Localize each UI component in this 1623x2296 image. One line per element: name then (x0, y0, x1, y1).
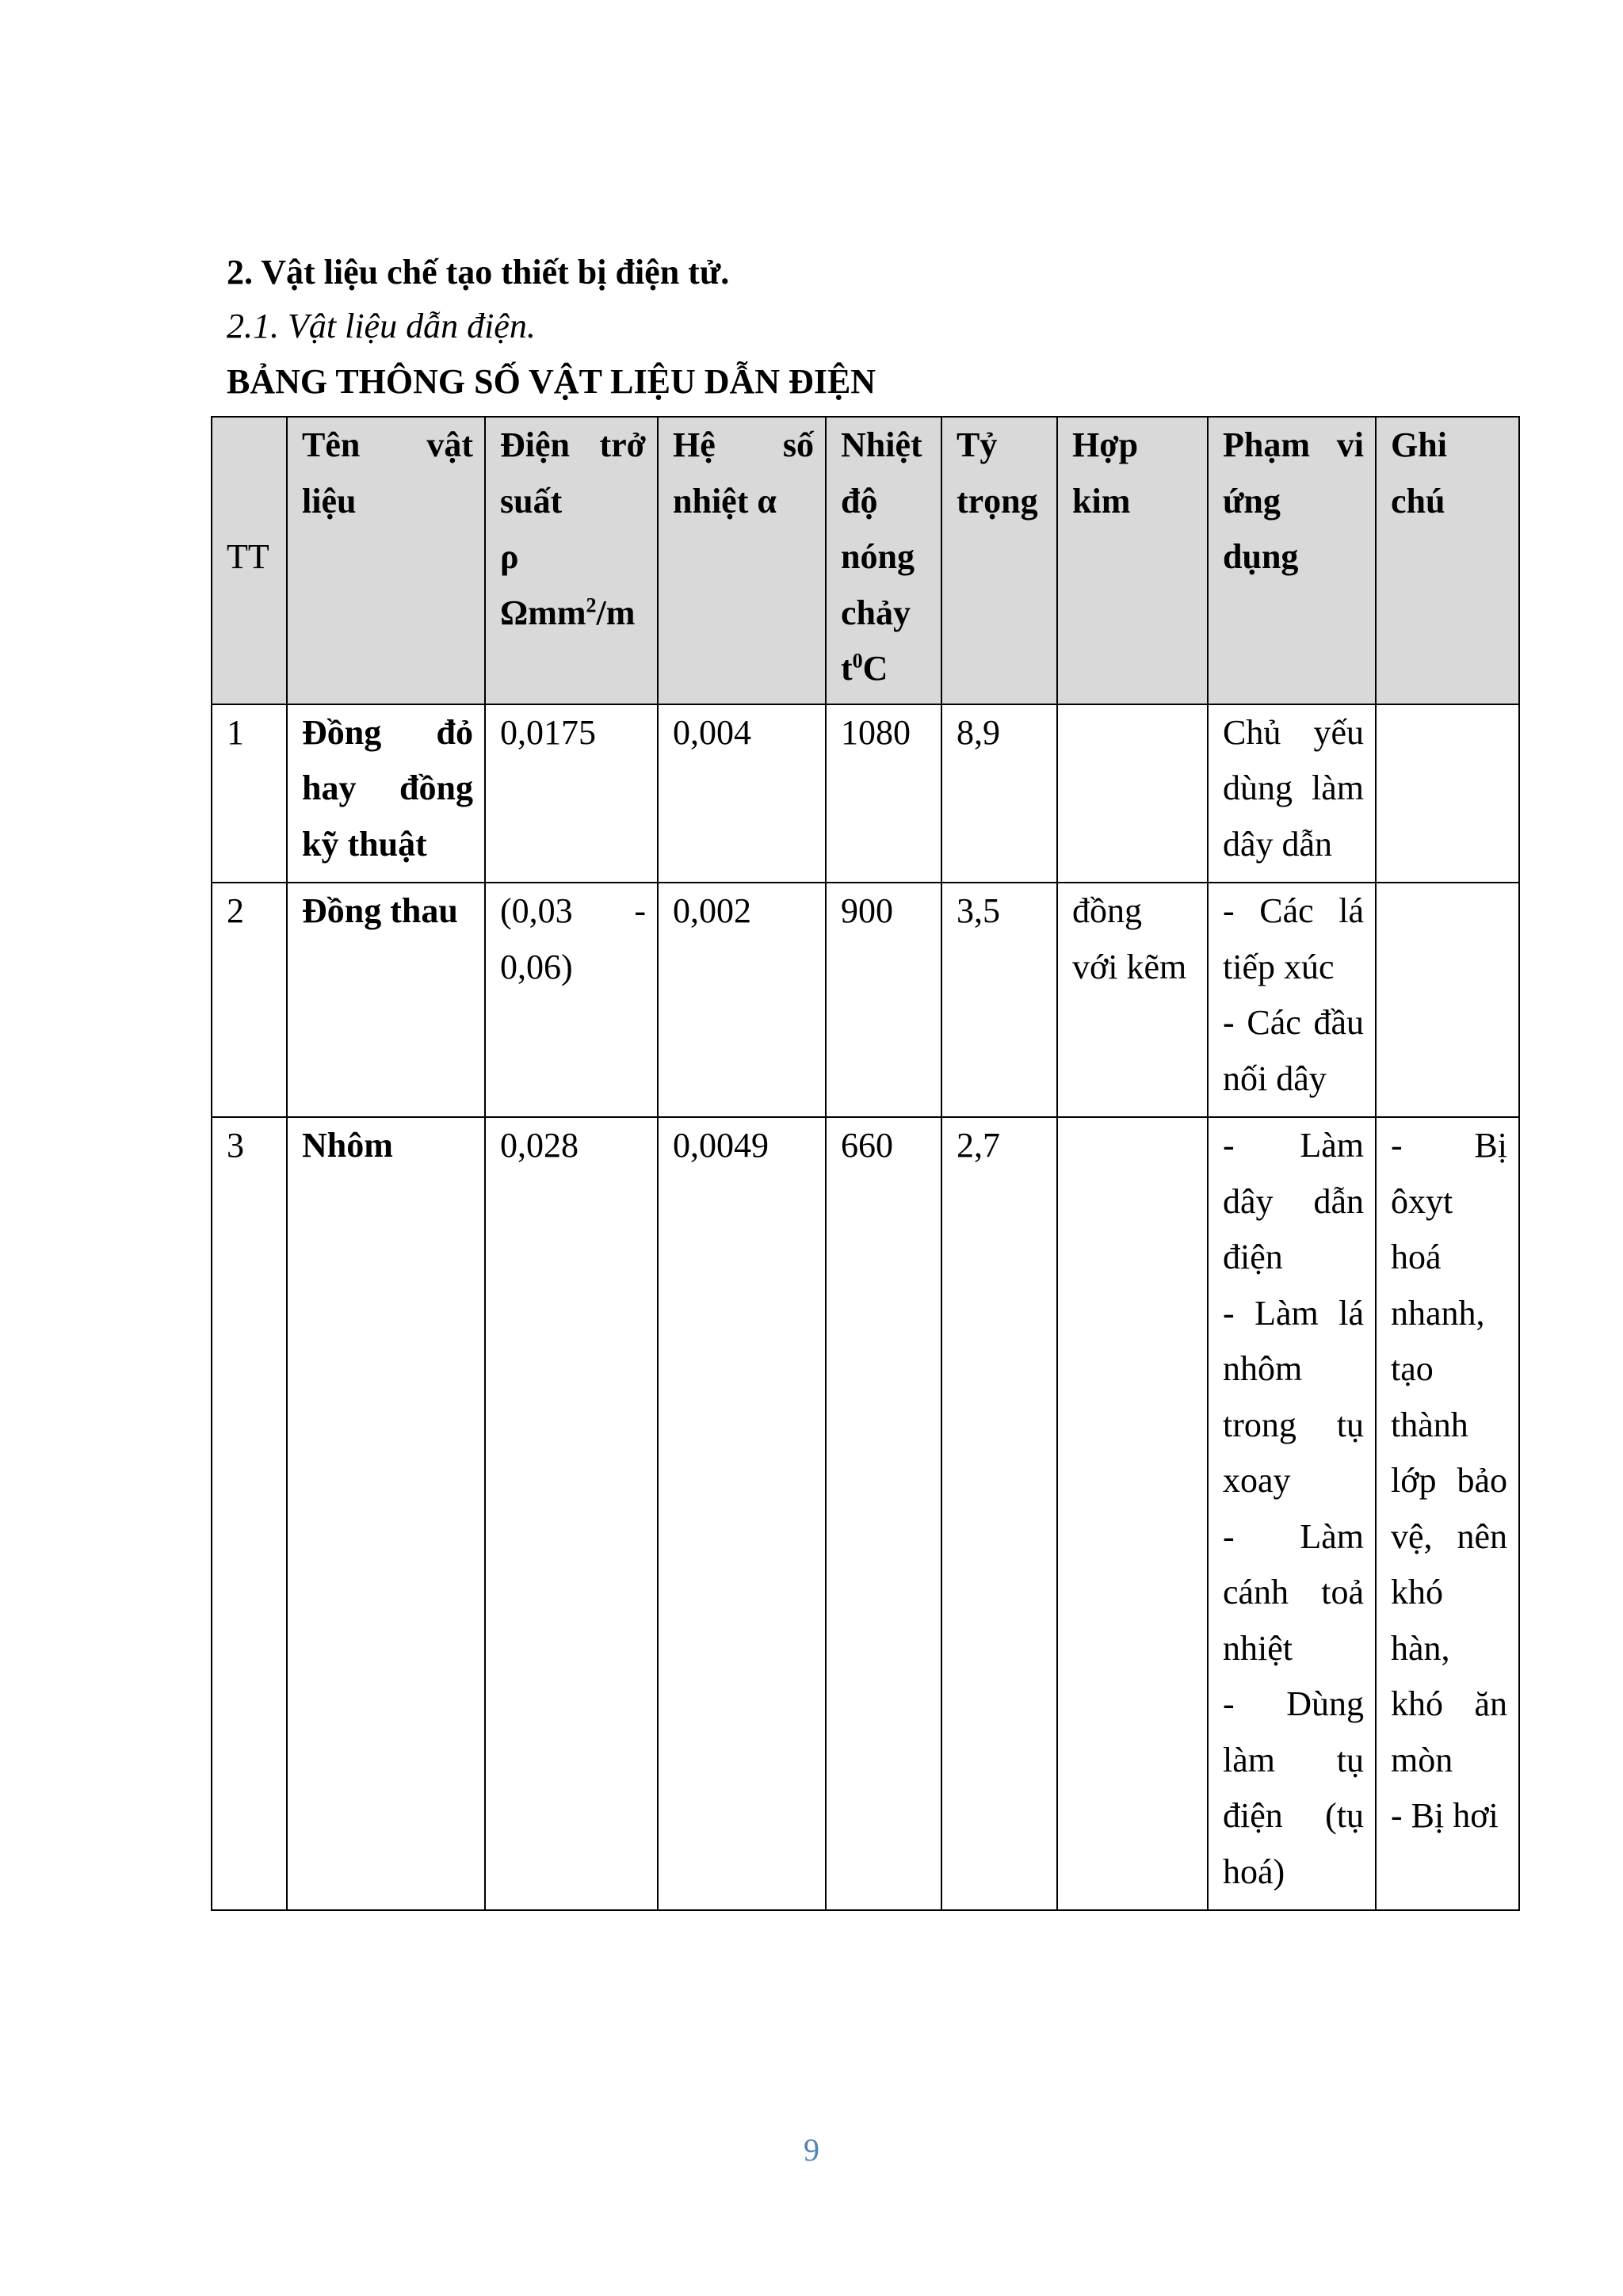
cell-melting: 900 (826, 883, 941, 1117)
cell-note (1376, 883, 1519, 1117)
header-alloy: Hợp kim (1057, 417, 1208, 704)
application-item: Chủ yếu dùng làm dây dẫn (1223, 712, 1364, 864)
cell-coefficient: 0,002 (658, 883, 826, 1117)
application-item: - Dùng làm tụ điện (tụ hoá) (1223, 1684, 1364, 1891)
header-note: Ghi chú (1376, 417, 1519, 704)
cell-coefficient: 0,004 (658, 704, 826, 883)
page-number: 9 (804, 2132, 819, 2168)
application-item: - Các lá tiếp xúc (1223, 891, 1364, 986)
subsection-heading: 2.1. Vật liệu dẫn điện. (227, 307, 536, 345)
header-resistivity (485, 417, 658, 704)
table-title: BẢNG THÔNG SỐ VẬT LIỆU DẪN ĐIỆN (227, 362, 876, 401)
note-item: - Bị ôxyt hoá nhanh, tạo thành lớp bảo vệ, nên khó hàn, khó ăn mòn (1391, 1126, 1507, 1779)
cell-melting: 1080 (826, 704, 941, 883)
cell-density: 3,5 (941, 883, 1057, 1117)
conductive-materials-table (211, 416, 1520, 1911)
cell-application (1208, 704, 1376, 883)
header-coefficient: Hệ số nhiệt α (658, 417, 826, 704)
cell-resistivity: 0,028 (485, 1117, 658, 1910)
cell-resistivity: 0,0175 (485, 704, 658, 883)
application-item: - Làm dây dẫn điện (1223, 1126, 1364, 1276)
cell-note (1376, 704, 1519, 883)
cell-tt: 1 (212, 704, 287, 883)
note-item: - Bị hơi (1391, 1796, 1499, 1835)
cell-application (1208, 883, 1376, 1117)
cell-tt: 2 (212, 883, 287, 1117)
cell-name: Đồng đỏ hay đồng kỹ thuật (287, 704, 485, 883)
table-row (212, 704, 1519, 883)
table-row (212, 883, 1519, 1117)
cell-alloy (1057, 704, 1208, 883)
header-resistivity-label: Điện trở suất (500, 425, 646, 521)
cell-name: Đồng thau (287, 883, 485, 1117)
cell-resistivity: (0,03 - 0,06) (485, 883, 658, 1117)
cell-tt: 3 (212, 1117, 287, 1910)
header-name: Tên vật liệu (287, 417, 485, 704)
rho-symbol: ρ (500, 537, 519, 576)
header-application: Phạm vi ứng dụng (1208, 417, 1376, 704)
cell-coefficient: 0,0049 (658, 1117, 826, 1910)
header-melting (826, 417, 941, 704)
cell-application (1208, 1117, 1376, 1910)
cell-name: Nhôm (287, 1117, 485, 1910)
melting-unit: $t^0C$ (841, 649, 888, 688)
cell-melting: 660 (826, 1117, 941, 1910)
header-tt: TT (212, 417, 287, 704)
table-header-row (212, 417, 1519, 704)
table-row (212, 1117, 1519, 1910)
cell-density: 8,9 (941, 704, 1057, 883)
cell-alloy: đồng với kẽm (1057, 883, 1208, 1117)
application-item: - Làm cánh toả nhiệt (1223, 1516, 1364, 1668)
application-item: - Các đầu nối dây (1223, 1003, 1364, 1098)
cell-density: 2,7 (941, 1117, 1057, 1910)
application-item: - Làm lá nhôm trong tụ xoay (1223, 1293, 1364, 1500)
cell-note (1376, 1117, 1519, 1910)
cell-alloy (1057, 1117, 1208, 1910)
resistivity-unit: Ωmm$^2$/m (500, 593, 636, 632)
section-heading: 2. Vật liệu chế tạo thiết bị điện tử. (227, 253, 730, 292)
header-density: Tỷ trọng (941, 417, 1057, 704)
header-melting-label: Nhiệt độ nóng chảy (841, 425, 922, 632)
